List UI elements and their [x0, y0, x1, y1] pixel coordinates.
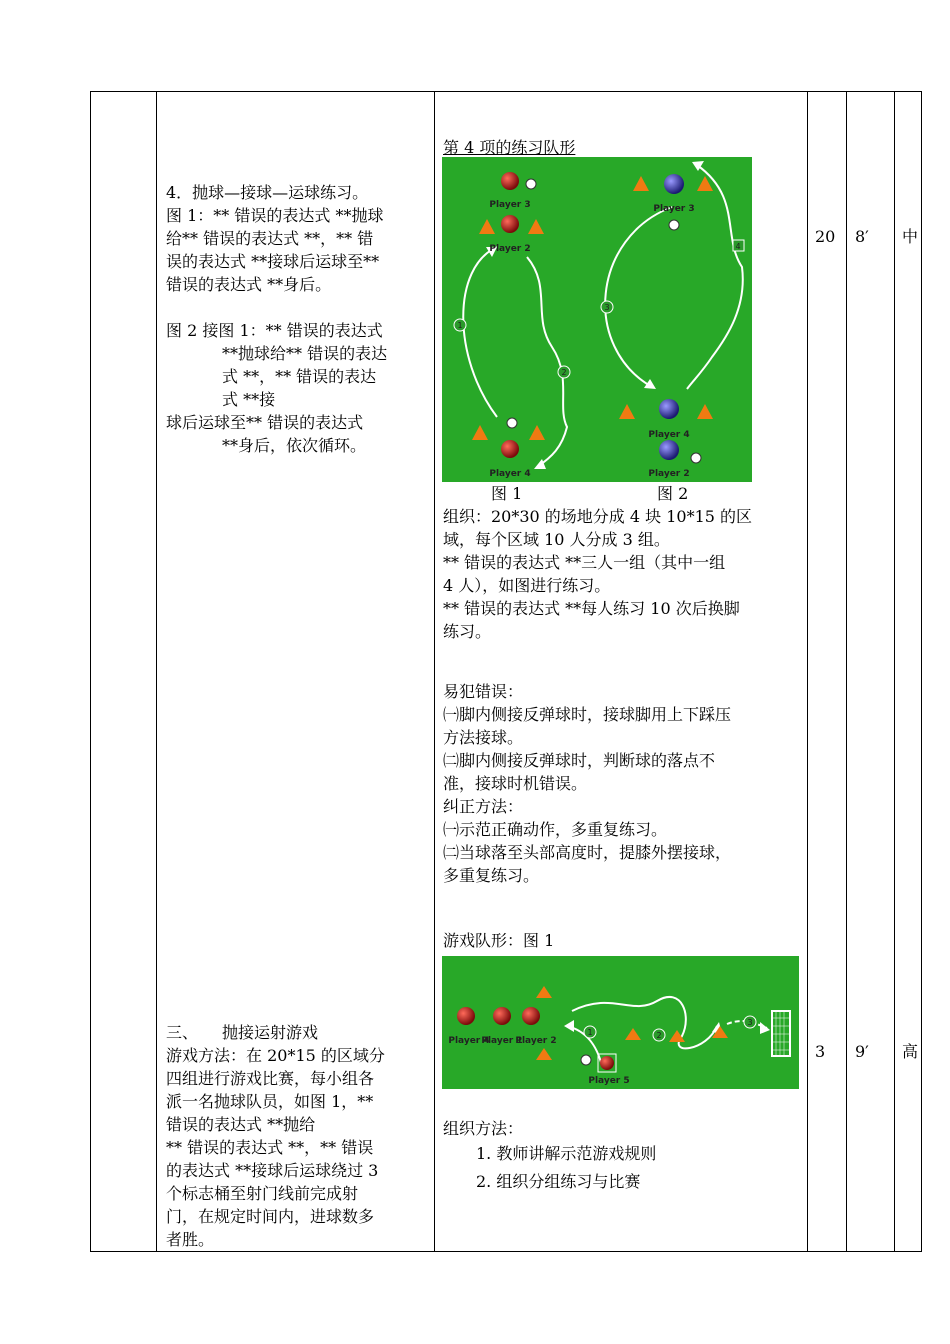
svg-text:Player 4: Player 4: [489, 469, 531, 479]
svg-text:Player 3: Player 3: [653, 204, 695, 214]
svg-text:4: 4: [735, 242, 741, 251]
intensity-row1: 中: [902, 227, 919, 246]
col-divider: [156, 92, 157, 1251]
svg-text:1: 1: [587, 1028, 593, 1037]
blue-players: [659, 174, 684, 460]
drill-diagram: [442, 157, 752, 482]
org-method: 组织方法： 1. 教师讲解示范游戏规则 2. 组织分组练习与比赛: [443, 1119, 657, 1191]
col-divider: [846, 92, 847, 1251]
organization: 组织：20*30 的场地分成 4 块 10*15 的区 域，每个区域 10 人分成 3 组。 ** 错误的表达式 **三人一组（其中一组 4 人），如图进行练习。 ** 错误的表达式 **每人练习 10 次后换脚 练习。: [443, 507, 753, 641]
times-row2: 3: [815, 1042, 826, 1061]
red-players: [501, 172, 519, 458]
svg-text:Player 4: Player 4: [648, 430, 690, 440]
drill-diagram-svg: [442, 157, 752, 482]
times-row1: 20: [815, 227, 836, 246]
svg-text:Player 2: Player 2: [489, 244, 531, 254]
fig2-caption: 图 2: [657, 484, 689, 503]
svg-text:2: 2: [656, 1031, 662, 1040]
drill-title: 4．抛球—接球—运球练习。: [166, 183, 369, 202]
svg-text:2: 2: [561, 368, 567, 377]
game-diagram: [442, 956, 799, 1089]
svg-text:Player 5: Player 5: [588, 1076, 630, 1086]
pass-path-3: [605, 207, 672, 387]
number-markers: [454, 240, 744, 378]
common-errors: 易犯错误： ㈠脚内侧接反弹球时，接球脚用上下踩压 方法接球。 ㈡脚内侧接反弹球时，判断球的落点不 准，接球时机错误。 纠正方法： ㈠示范正确动作，多重复练习。 ㈡当球落至头部高度时，提膝外摆接球， 多重复练习。: [443, 682, 732, 885]
fig2-description: 图 2 接图 1：** 错误的表达式 **抛球给** 错误的表达 式 **，** 错误的表达 式 **接 球后运球至** 错误的表达式 **身后，依次循环。: [166, 321, 388, 455]
pass-path-1: [463, 247, 497, 417]
number-markers: [584, 1016, 756, 1041]
dribble-path-4: [687, 165, 743, 389]
dribble-path-2: [572, 997, 717, 1048]
svg-text:3: 3: [747, 1018, 753, 1027]
game-diagram-svg: [442, 956, 799, 1089]
game-content: 三、 抛接运射游戏 游戏方法：在 20*15 的区域分 四组进行游戏比赛，每小组各 派一名抛球队员，如图 1，** 错误的表达式 **抛给 ** 错误的表达式 **，** 错误 的表达式 **接球后运球绕过 3 个标志桶至射门线前完成射 门，在规定时间内，进球数多 者胜。: [166, 1023, 385, 1249]
svg-text:Player 2: Player 2: [515, 1036, 557, 1046]
arrow-head-icon: [564, 1020, 574, 1032]
formation-title: 第 4 项的练习队形: [443, 138, 576, 157]
col-divider: [894, 92, 895, 1251]
duration-row1: 8′: [855, 227, 869, 246]
duration-row2: 9′: [855, 1042, 869, 1061]
svg-text:1: 1: [457, 321, 463, 330]
intensity-row2: 高: [902, 1042, 919, 1061]
arrow-head-icon: [534, 459, 546, 469]
game-formation-title: 游戏队形：图 1: [443, 931, 555, 950]
svg-text:Player 4: Player 4: [448, 1036, 490, 1046]
svg-text:Player 2: Player 2: [648, 469, 690, 479]
svg-text:3: 3: [604, 303, 610, 312]
game-title: 三、 抛接运射游戏: [166, 1023, 319, 1042]
drill-content: 4．抛球—接球—运球练习。 图 1：** 错误的表达式 **抛球 给** 错误的表达式 **，** 错 误的表达式 **接球后运球至** 错误的表达式 **身后。: [166, 183, 384, 294]
svg-text:Player 3: Player 3: [489, 200, 531, 210]
cones: [536, 986, 728, 1060]
arrow-head-icon: [760, 1022, 770, 1034]
fig1-caption: 图 1: [491, 484, 523, 503]
col-divider: [807, 92, 808, 1251]
ball: [581, 1055, 591, 1065]
col-divider: [434, 92, 435, 1251]
svg-text:Player 1: Player 1: [481, 1036, 523, 1046]
